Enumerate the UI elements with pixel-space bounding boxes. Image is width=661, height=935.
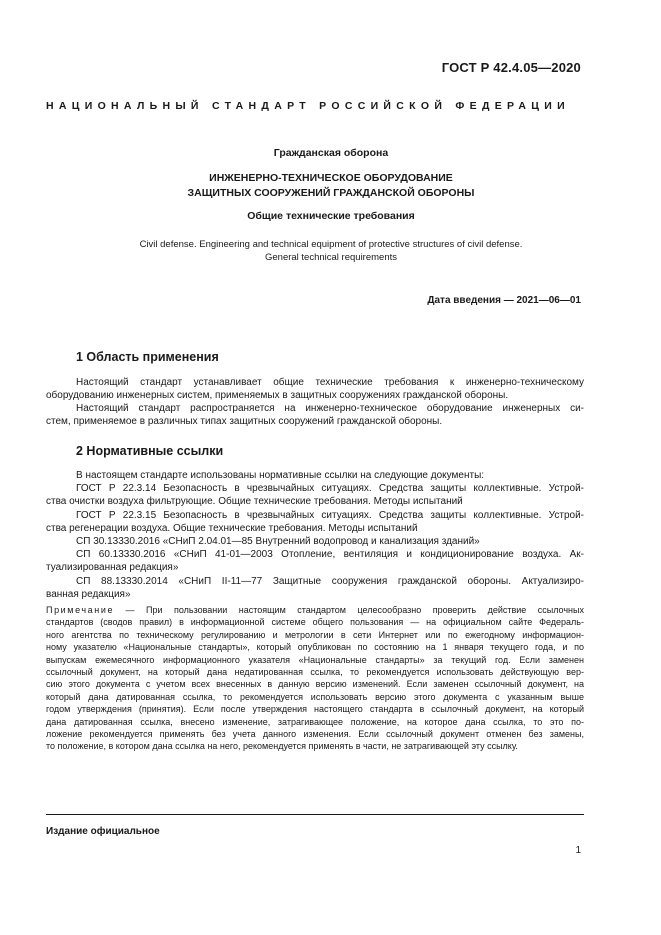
english-title-line: General technical requirements — [264, 252, 397, 263]
section-2-heading: 2 Нормативные ссылки — [76, 444, 224, 458]
note-line: выпускам ежемесячного информационного указателя «Национальные стандарты» за текущий год. Если заменен — [46, 654, 584, 665]
text-line: СП 30.13330.2016 «СНиП 2.04.01—85 Внутренний водопровод и канализация зданий» — [76, 536, 480, 548]
text-line: ства очистки воздуха фильтрующие. Общие технические требования. Методы испытаний — [46, 496, 463, 508]
references-note — [46, 604, 584, 753]
document-title-line: ЗАЩИТНЫХ СООРУЖЕНИЙ ГРАЖДАНСКОЙ ОБОРОНЫ — [187, 187, 475, 199]
normative-references — [46, 469, 584, 601]
text-line: туализированная редакция» — [46, 562, 179, 574]
text-line: стем, применяемое в различных типах защитных сооружений гражданской обороны. — [46, 416, 443, 428]
introduction-date: Дата введения — 2021—06—01 — [427, 295, 581, 306]
document-title — [76, 171, 586, 201]
text-line: ГОСТ Р 22.3.14 Безопасность в чрезвычайных ситуациях. Средства защиты коллективные. Устрой- — [76, 483, 584, 495]
document-subject: Гражданская оборона — [273, 147, 389, 159]
note-line: дана датированная ссылка, внесено изменение, затрагивающее положение, на которое дана ссылка, то это по- — [46, 716, 584, 727]
text-line: Настоящий стандарт распространяется на инженерно-техническое оборудование инженерных си- — [76, 403, 584, 414]
text-line: оборудованию инженерных систем, применяемых в защитных сооружениях гражданской обороны. — [46, 390, 509, 402]
reference-item — [46, 509, 584, 535]
standard-number: ГОСТ Р 42.4.05—2020 — [441, 60, 581, 75]
reference-item — [46, 535, 584, 548]
note-line: стандартов (сводов правил) в информационной системе общего пользования — на официальном сайте Федераль- — [46, 617, 584, 628]
section-1-paragraph-2 — [46, 402, 584, 428]
section-1-paragraph-1 — [46, 376, 584, 402]
note-label: Примечание — [46, 605, 115, 615]
references-intro: В настоящем стандарте использованы нормативные ссылки на следующие документы: — [76, 470, 485, 481]
reference-item — [46, 548, 584, 574]
document-subtitle: Общие технические требования — [247, 210, 415, 222]
english-title — [76, 238, 586, 264]
note-line: годом утверждения (принятия). Если после утверждения настоящего стандарта в ссылочный документ, на который — [46, 704, 584, 715]
section-1-heading: 1 Область применения — [76, 350, 219, 364]
note-line: ному указателю «Национальные стандарты», который опубликован по состоянию на 1 января текущего года, и по — [46, 642, 584, 653]
text-line: ГОСТ Р 22.3.15 Безопасность в чрезвычайных ситуациях. Средства защиты коллективные. Устрой- — [76, 509, 584, 521]
text-line: ванная редакция» — [46, 588, 131, 600]
note-line: сию этого документа с учетом всех внесенных в данную версию изменений. Если заменен ссылочный документ, на — [46, 679, 584, 690]
text-line: ства регенерации воздуха. Общие технические требования. Методы испытаний — [46, 522, 418, 534]
note-line: который дана датированная ссылка, то рекомендуется использовать версию этого документа с указанным выше — [46, 691, 584, 702]
text-line: СП 88.13330.2014 «СНиП II-11—77 Защитные сооружения гражданской обороны. Актуализиро- — [76, 575, 584, 587]
reference-item — [46, 575, 584, 601]
text-line: СП 60.13330.2016 «СНиП 41-01—2003 Отопление, вентиляция и кондиционирование воздуха. Ак- — [76, 549, 584, 561]
reference-item — [46, 482, 584, 508]
national-standard-banner: НАЦИОНАЛЬНЫЙ СТАНДАРТ РОССИЙСКОЙ ФЕДЕРАЦИИ — [46, 100, 570, 112]
note-line: ложение рекомендуется применять без учета данного изменения. Если ссылочный документ отменен без замены, — [46, 729, 584, 740]
note-text: — При пользовании настоящим стандартом целесообразно проверить действие ссылочных — [114, 605, 584, 615]
note-line: ного агентства по техническому регулированию и метрологии в сети Интернет или по ежегодному информацион- — [46, 629, 584, 640]
footer-divider — [46, 814, 584, 815]
edition-label: Издание официальное — [46, 826, 160, 837]
page-number: 1 — [575, 845, 581, 856]
note-line: ссылочный документ, на который дана недатированная ссылка, то рекомендуется использовать действующую вер- — [46, 667, 584, 678]
english-title-line: Civil defense. Engineering and technical equipment of protective structures of civil defense. — [139, 239, 523, 250]
note-line: то положение, в котором дана ссылка на него, рекомендуется применять в части, не затрагивающей эту ссылку. — [46, 741, 518, 752]
text-line: Настоящий стандарт устанавливает общие технические требования к инженерно-техническому — [76, 377, 584, 388]
document-title-line: ИНЖЕНЕРНО-ТЕХНИЧЕСКОЕ ОБОРУДОВАНИЕ — [209, 172, 453, 184]
note-line — [46, 604, 584, 616]
